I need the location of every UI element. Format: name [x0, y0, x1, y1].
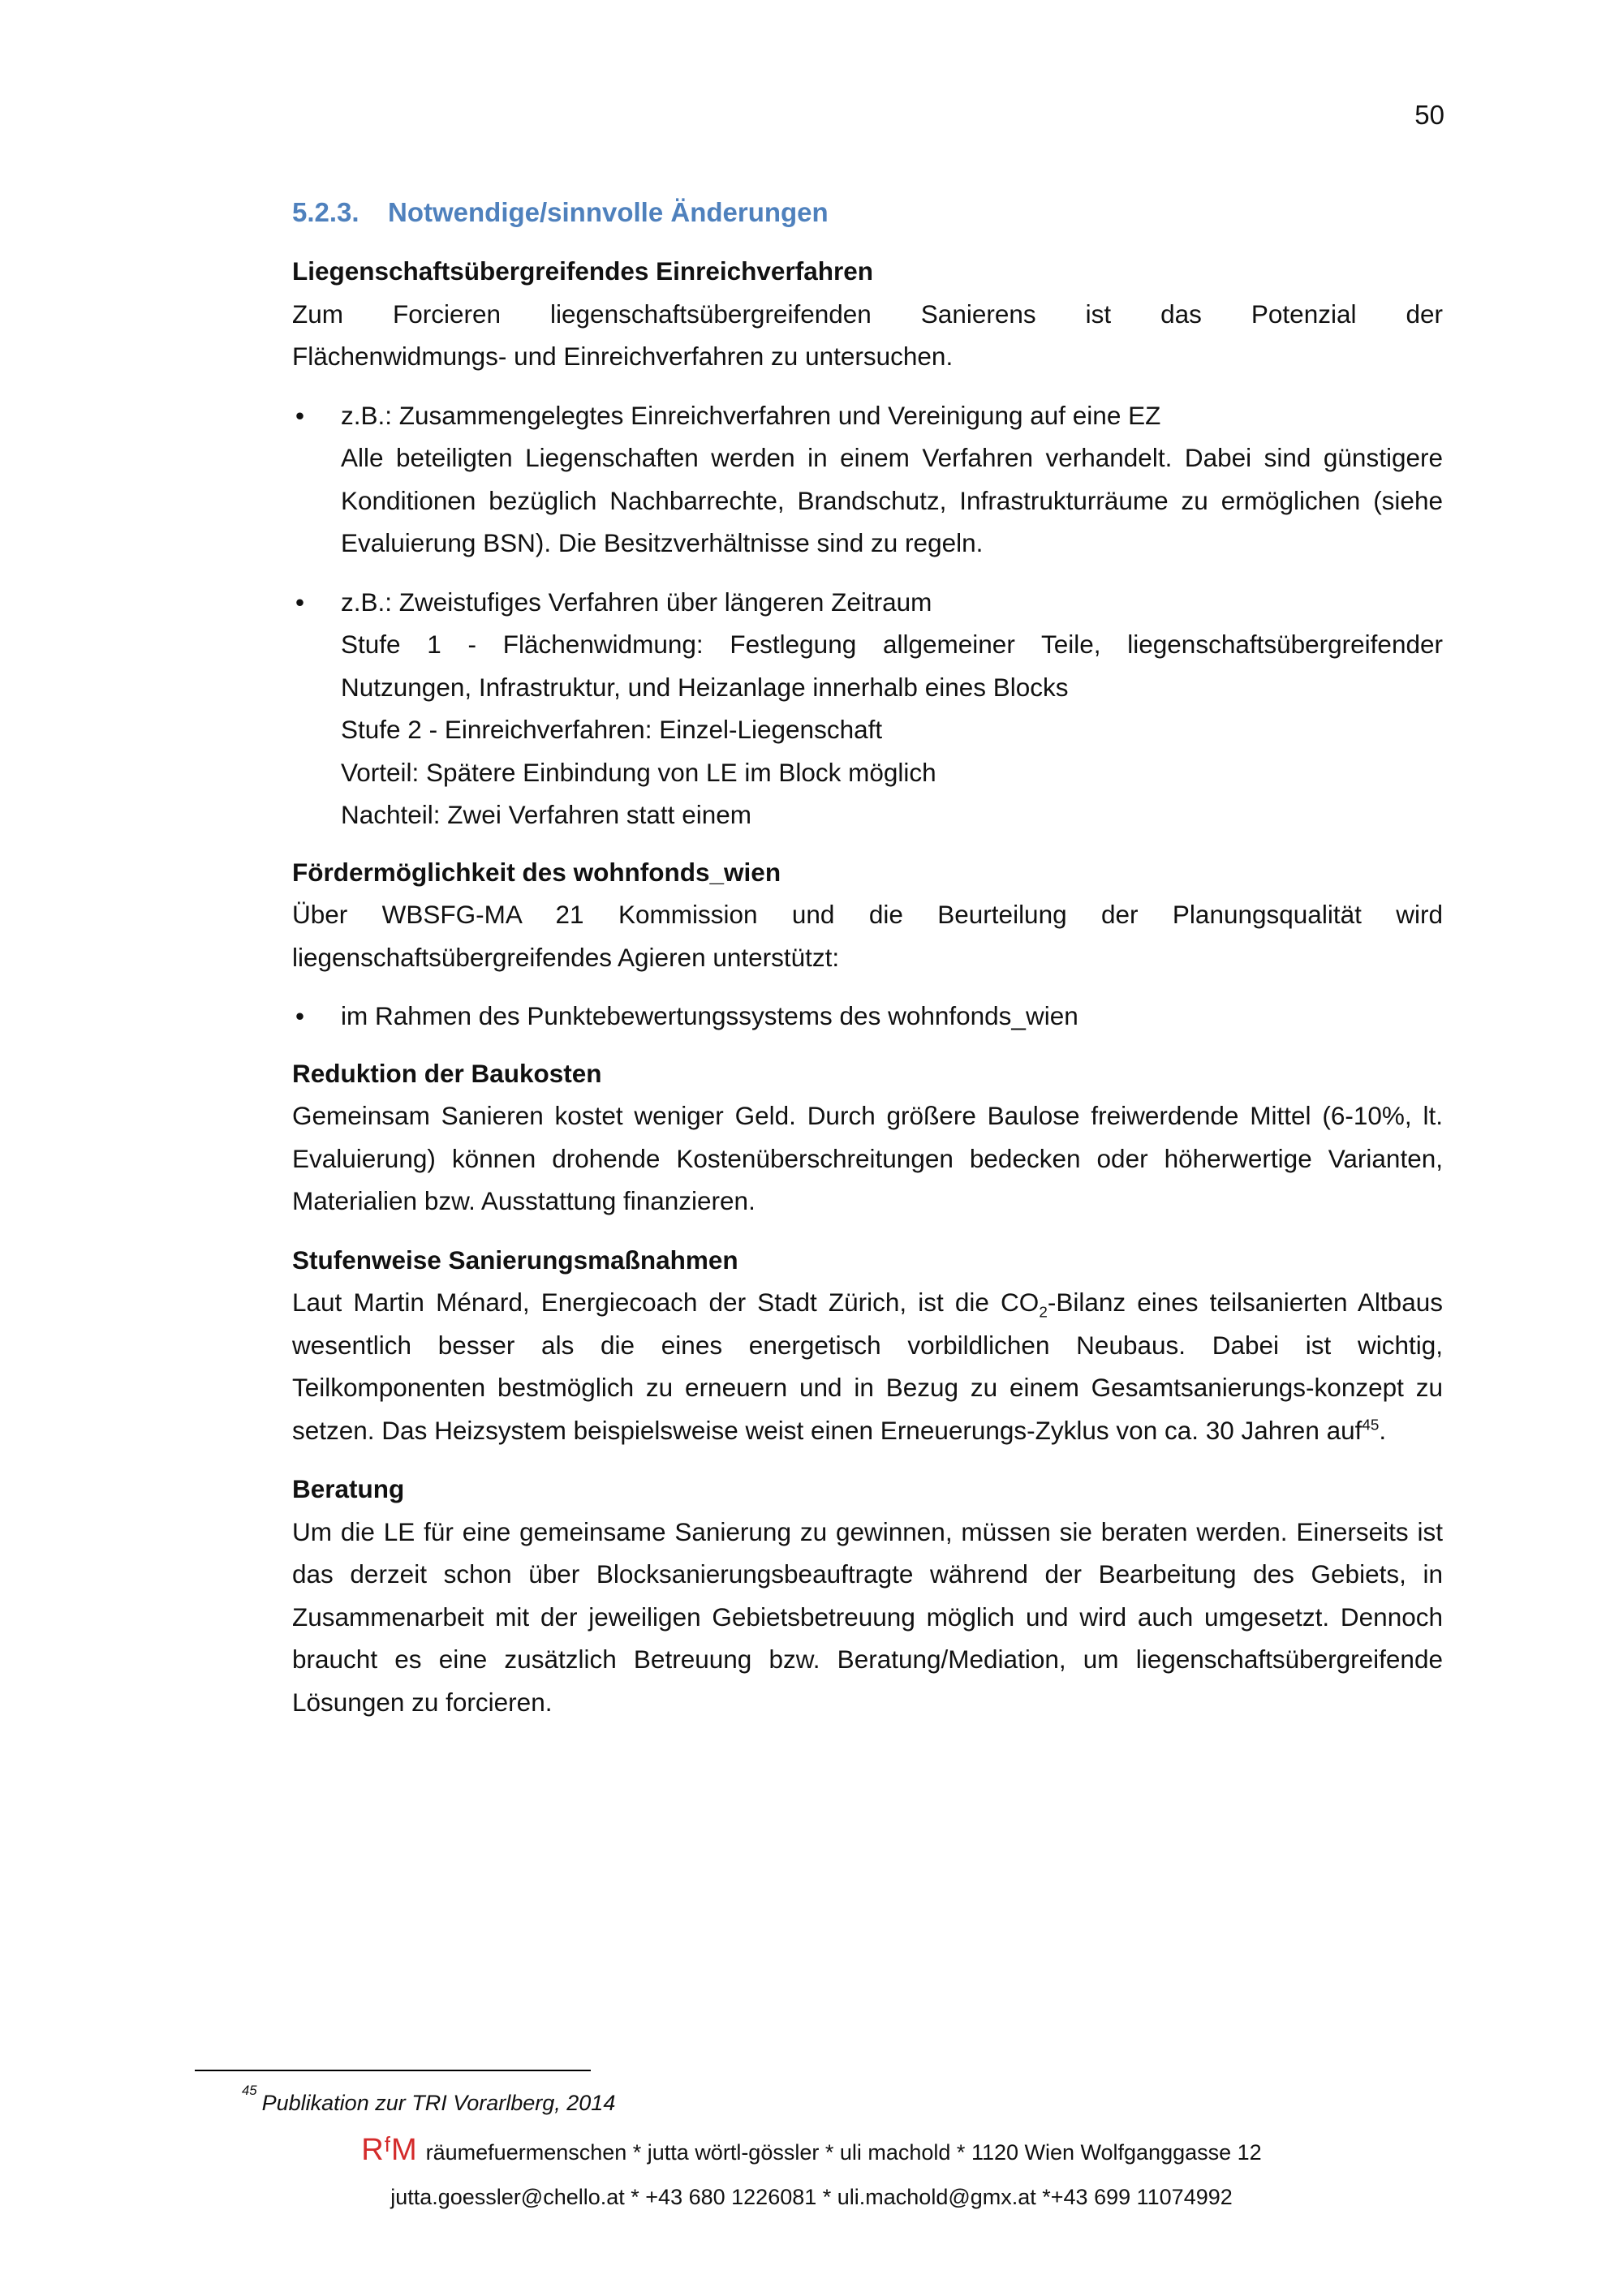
page-number: 50	[1414, 100, 1444, 130]
page-content	[292, 188, 1443, 1739]
footer-line1-text: räumefuermenschen * jutta wörtl-gössler * uli machold * 1120 Wien Wolfganggasse 12	[425, 2140, 1262, 2165]
list-item	[292, 394, 1443, 565]
block-sanierungsmassnahmen	[292, 1239, 1443, 1452]
paragraph-beratung: Um die LE für eine gemeinsame Sanierung zu gewinnen, müssen sie beraten werden. Einerseits ist das derzeit schon über Blocksanierungsbeauftragte während der Bearbeitung des Gebiets, in Zusammenarbeit mit der jeweiligen Gebietsbetreuung möglich und wird auch umgesetzt. Dennoch braucht es eine zusätzlich Betreuung bzw. Beratung/Mediation, um liegenschaftsübergreifende Lösungen zu forcieren.	[292, 1516, 1443, 1717]
footer-contact: jutta.goessler@chello.at * +43 680 1226081 * uli.machold@gmx.at *+43 699 11074992	[390, 2185, 1233, 2209]
logo-letter-r: R	[361, 2133, 385, 2167]
block-baukosten	[292, 1052, 1443, 1223]
block-beratung	[292, 1468, 1443, 1723]
subheading-sanierungsmassnahmen: Stufenweise Sanierungsmaßnahmen	[292, 1245, 738, 1275]
logo-letter-m: M	[390, 2133, 418, 2167]
paragraph-sanierungsmassnahmen	[292, 1281, 1443, 1451]
bullet-text: im Rahmen des Punktebewertungssystems des wohnfonds_wien	[341, 1001, 1078, 1030]
bullet-title: z.B.: Zweistufiges Verfahren über längeren Zeitraum	[341, 587, 932, 617]
bullet-text-stufe2: Stufe 2 - Einreichverfahren: Einzel-Liegenschaft	[341, 715, 883, 744]
block-einreichverfahren	[292, 250, 1443, 836]
footnote	[242, 2083, 616, 2118]
subheading-beratung: Beratung	[292, 1474, 405, 1503]
bullet-icon: •	[295, 1001, 305, 1030]
footnote-text: Publikation zur TRI Vorarlberg, 2014	[261, 2091, 616, 2115]
subheading-foerdermoeglichkeit: Fördermöglichkeit des wohnfonds_wien	[292, 857, 781, 887]
subheading-einreichverfahren: Liegenschaftsübergreifendes Einreichverfahren	[292, 256, 873, 286]
block-foerdermoeglichkeit	[292, 851, 1443, 1038]
paragraph-baukosten: Gemeinsam Sanieren kostet weniger Geld. Durch größere Baulose freiwerdende Mittel (6-10%, lt. Evaluierung) können drohende Kostenüberschreitungen bedecken oder höherwertige Varianten, Materialien bzw. Ausstattung finanzieren.	[292, 1101, 1443, 1215]
bullet-text-stufe1: Stufe 1 - Flächenwidmung: Festlegung allgemeiner Teile, liegenschaftsübergreifender Nutzungen, Infrastruktur, und Heizanlage innerhalb eines Blocks	[341, 630, 1443, 702]
bullet-title: z.B.: Zusammengelegtes Einreichverfahren und Vereinigung auf eine EZ	[341, 400, 1161, 430]
list-item	[292, 581, 1443, 836]
footer-address	[0, 2134, 1623, 2169]
footnote-reference[interactable]: 45	[1362, 1417, 1380, 1434]
paragraph-line: Über WBSFG-MA 21 Kommission und die Beurteilung der Planungsqualität wird	[292, 900, 1443, 929]
list-item	[292, 995, 1443, 1038]
section-title: Notwendige/sinnvolle Änderungen	[388, 197, 829, 227]
bullet-icon: •	[295, 400, 305, 430]
paragraph-line: Zum Forcieren liegenschaftsübergreifenden Sanierens ist das Potenzial der	[292, 299, 1443, 329]
subheading-baukosten: Reduktion der Baukosten	[292, 1058, 602, 1088]
bullet-text-nachteil: Nachteil: Zwei Verfahren statt einem	[341, 800, 751, 829]
bullet-text: Alle beteiligten Liegenschaften werden in einem Verfahren verhandelt. Dabei sind günstigere Konditionen bezüglich Nachbarrechte, Brandschutz, Infrastrukturräume zu ermöglichen (siehe Evaluierung BSN). Die Besitzverhältnisse sind zu regeln.	[341, 443, 1443, 557]
paragraph-line: Flächenwidmungs- und Einreichverfahren zu untersuchen.	[292, 342, 954, 371]
footnote-number: 45	[242, 2083, 257, 2098]
bullet-list-einreichverfahren	[292, 394, 1443, 836]
text-segment: Laut Martin Ménard, Energiecoach der Stadt Zürich, ist die CO	[292, 1288, 1040, 1317]
text-segment: .	[1379, 1415, 1387, 1445]
footnote-separator	[195, 2070, 591, 2071]
paragraph-line: liegenschaftsübergreifendes Agieren unterstützt:	[292, 942, 840, 972]
logo-letter-f: f	[384, 2132, 391, 2156]
rfm-logo	[361, 2133, 417, 2167]
text-segment: -Bilanz eines teilsanierten Altbaus wesentlich besser als die eines energetisch vorbildlichen Neubaus. Dabei ist wichtig, Teilkomponenten bestmöglich zu erneuern und in Bezug zu einem Gesamtsanierungs-konzept zu setzen. Das Heizsystem beispielsweise weist einen Erneuerungs-Zyklus von ca. 30 Jahren auf	[292, 1288, 1443, 1445]
section-number: 5.2.3.	[292, 197, 359, 227]
bullet-text-vorteil: Vorteil: Spätere Einbindung von LE im Block möglich	[341, 757, 936, 787]
bullet-list-foerderung	[292, 995, 1443, 1038]
section-heading	[292, 188, 1443, 237]
bullet-icon: •	[295, 587, 305, 617]
co2-subscript: 2	[1039, 1304, 1048, 1322]
